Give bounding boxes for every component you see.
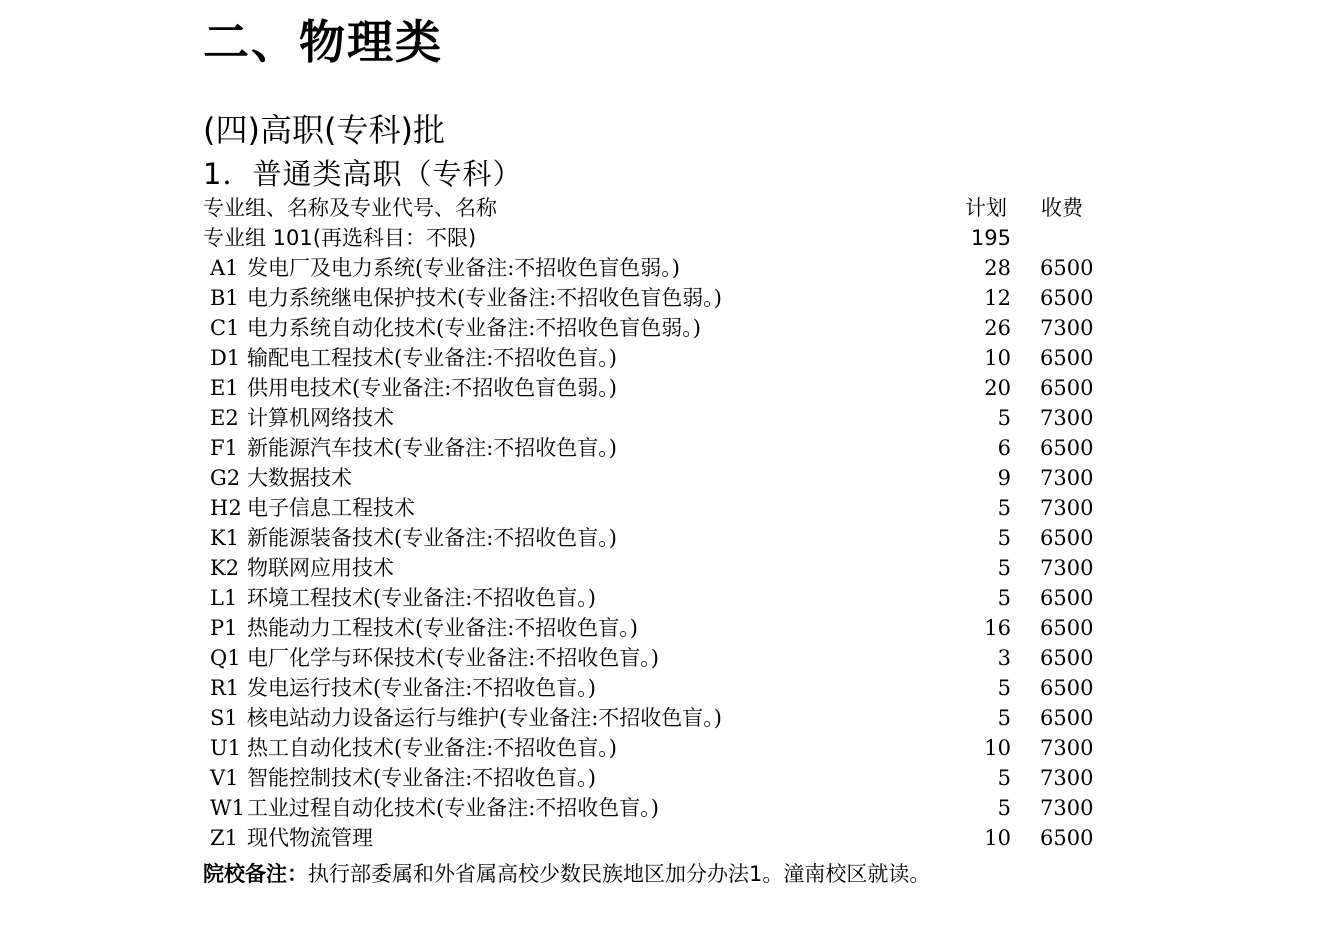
header-name: 专业组、名称及专业代号、名称 bbox=[203, 196, 497, 220]
major-fee: 6500 bbox=[1040, 646, 1094, 670]
major-code: C1 bbox=[210, 316, 240, 340]
major-plan: 5 bbox=[997, 706, 1011, 730]
group-name: 专业组 101(再选科目：不限) bbox=[203, 226, 477, 250]
major-fee: 6500 bbox=[1040, 346, 1094, 370]
major-code: B1 bbox=[210, 286, 239, 310]
major-plan: 16 bbox=[984, 616, 1011, 640]
table-row bbox=[0, 823, 1323, 853]
major-code: P1 bbox=[210, 616, 238, 640]
major-code: U1 bbox=[210, 736, 242, 760]
subsection-heading: 1．普通类高职（专科） bbox=[203, 157, 523, 191]
major-plan: 5 bbox=[997, 796, 1011, 820]
major-code: A1 bbox=[210, 256, 239, 280]
major-plan: 5 bbox=[997, 496, 1011, 520]
table-row bbox=[0, 643, 1323, 673]
major-code: L1 bbox=[210, 586, 238, 610]
major-name: 核电站动力设备运行与维护(专业备注:不招收色盲。) bbox=[247, 706, 722, 730]
major-fee: 6500 bbox=[1040, 616, 1094, 640]
table-row bbox=[0, 403, 1323, 433]
table-row bbox=[0, 793, 1323, 823]
major-name: 环境工程技术(专业备注:不招收色盲。) bbox=[247, 586, 596, 610]
group-plan: 195 bbox=[970, 226, 1011, 250]
table-row bbox=[0, 523, 1323, 553]
major-plan: 20 bbox=[984, 376, 1011, 400]
major-fee: 6500 bbox=[1040, 586, 1094, 610]
major-fee: 7300 bbox=[1040, 736, 1094, 760]
major-fee: 7300 bbox=[1040, 406, 1094, 430]
major-name: 电力系统自动化技术(专业备注:不招收色盲色弱。) bbox=[247, 316, 701, 340]
batch-heading: (四)高职(专科)批 bbox=[203, 111, 445, 149]
table-row bbox=[0, 733, 1323, 763]
major-fee: 7300 bbox=[1040, 766, 1094, 790]
major-name: 电子信息工程技术 bbox=[247, 496, 415, 520]
table-row bbox=[0, 493, 1323, 523]
major-name: 工业过程自动化技术(专业备注:不招收色盲。) bbox=[247, 796, 659, 820]
major-plan: 5 bbox=[997, 406, 1011, 430]
table-row bbox=[0, 553, 1323, 583]
section-title: 二、物理类 bbox=[203, 15, 443, 69]
table-row bbox=[0, 703, 1323, 733]
major-name: 电厂化学与环保技术(专业备注:不招收色盲。) bbox=[247, 646, 659, 670]
major-code: D1 bbox=[210, 346, 241, 370]
major-name: 大数据技术 bbox=[247, 466, 352, 490]
major-fee: 6500 bbox=[1040, 706, 1094, 730]
group-row bbox=[0, 223, 1323, 253]
major-plan: 26 bbox=[984, 316, 1011, 340]
major-code: W1 bbox=[210, 796, 245, 820]
major-fee: 7300 bbox=[1040, 556, 1094, 580]
major-code: Z1 bbox=[210, 826, 238, 850]
major-name: 发电厂及电力系统(专业备注:不招收色盲色弱。) bbox=[247, 256, 680, 280]
major-plan: 6 bbox=[997, 436, 1011, 460]
note-label: 院校备注： bbox=[203, 862, 308, 886]
major-code: E1 bbox=[210, 376, 239, 400]
major-code: R1 bbox=[210, 676, 240, 700]
major-name: 计算机网络技术 bbox=[247, 406, 394, 430]
table-row bbox=[0, 313, 1323, 343]
major-code: H2 bbox=[210, 496, 242, 520]
major-code: F1 bbox=[210, 436, 238, 460]
major-name: 供用电技术(专业备注:不招收色盲色弱。) bbox=[247, 376, 617, 400]
major-code: K2 bbox=[210, 556, 240, 580]
major-name: 物联网应用技术 bbox=[247, 556, 394, 580]
table-row bbox=[0, 613, 1323, 643]
note-text: 执行部委属和外省属高校少数民族地区加分办法1。潼南校区就读。 bbox=[308, 862, 931, 886]
major-plan: 3 bbox=[997, 646, 1011, 670]
major-code: K1 bbox=[210, 526, 240, 550]
major-code: E2 bbox=[210, 406, 239, 430]
major-fee: 7300 bbox=[1040, 466, 1094, 490]
major-code: S1 bbox=[210, 706, 238, 730]
major-plan: 10 bbox=[984, 826, 1011, 850]
table-row bbox=[0, 253, 1323, 283]
major-code: V1 bbox=[210, 766, 239, 790]
major-fee: 6500 bbox=[1040, 376, 1094, 400]
table-row bbox=[0, 763, 1323, 793]
major-fee: 7300 bbox=[1040, 796, 1094, 820]
table-row bbox=[0, 673, 1323, 703]
major-plan: 28 bbox=[984, 256, 1011, 280]
major-name: 新能源汽车技术(专业备注:不招收色盲。) bbox=[247, 436, 617, 460]
major-name: 现代物流管理 bbox=[247, 826, 373, 850]
table-row bbox=[0, 583, 1323, 613]
major-fee: 7300 bbox=[1040, 496, 1094, 520]
major-fee: 6500 bbox=[1040, 286, 1094, 310]
table-row bbox=[0, 373, 1323, 403]
major-plan: 12 bbox=[984, 286, 1011, 310]
major-plan: 5 bbox=[997, 586, 1011, 610]
table-header bbox=[0, 193, 1323, 223]
major-name: 输配电工程技术(专业备注:不招收色盲。) bbox=[247, 346, 617, 370]
major-plan: 5 bbox=[997, 526, 1011, 550]
major-fee: 6500 bbox=[1040, 256, 1094, 280]
header-fee: 收费 bbox=[1041, 196, 1083, 220]
major-plan: 10 bbox=[984, 736, 1011, 760]
major-plan: 9 bbox=[997, 466, 1011, 490]
major-plan: 5 bbox=[997, 676, 1011, 700]
major-name: 热能动力工程技术(专业备注:不招收色盲。) bbox=[247, 616, 638, 640]
institution-note bbox=[203, 859, 930, 889]
major-list bbox=[0, 253, 1323, 853]
major-fee: 6500 bbox=[1040, 526, 1094, 550]
table-row bbox=[0, 343, 1323, 373]
major-name: 电力系统继电保护技术(专业备注:不招收色盲色弱。) bbox=[247, 286, 722, 310]
major-name: 发电运行技术(专业备注:不招收色盲。) bbox=[247, 676, 596, 700]
major-fee: 6500 bbox=[1040, 676, 1094, 700]
header-plan: 计划 bbox=[965, 196, 1007, 220]
major-name: 新能源装备技术(专业备注:不招收色盲。) bbox=[247, 526, 617, 550]
major-code: Q1 bbox=[210, 646, 241, 670]
table-row bbox=[0, 283, 1323, 313]
major-name: 智能控制技术(专业备注:不招收色盲。) bbox=[247, 766, 596, 790]
major-code: G2 bbox=[210, 466, 241, 490]
major-plan: 5 bbox=[997, 556, 1011, 580]
major-fee: 7300 bbox=[1040, 316, 1094, 340]
table-row bbox=[0, 463, 1323, 493]
major-plan: 10 bbox=[984, 346, 1011, 370]
major-name: 热工自动化技术(专业备注:不招收色盲。) bbox=[247, 736, 617, 760]
table-row bbox=[0, 433, 1323, 463]
major-fee: 6500 bbox=[1040, 826, 1094, 850]
major-plan: 5 bbox=[997, 766, 1011, 790]
major-fee: 6500 bbox=[1040, 436, 1094, 460]
